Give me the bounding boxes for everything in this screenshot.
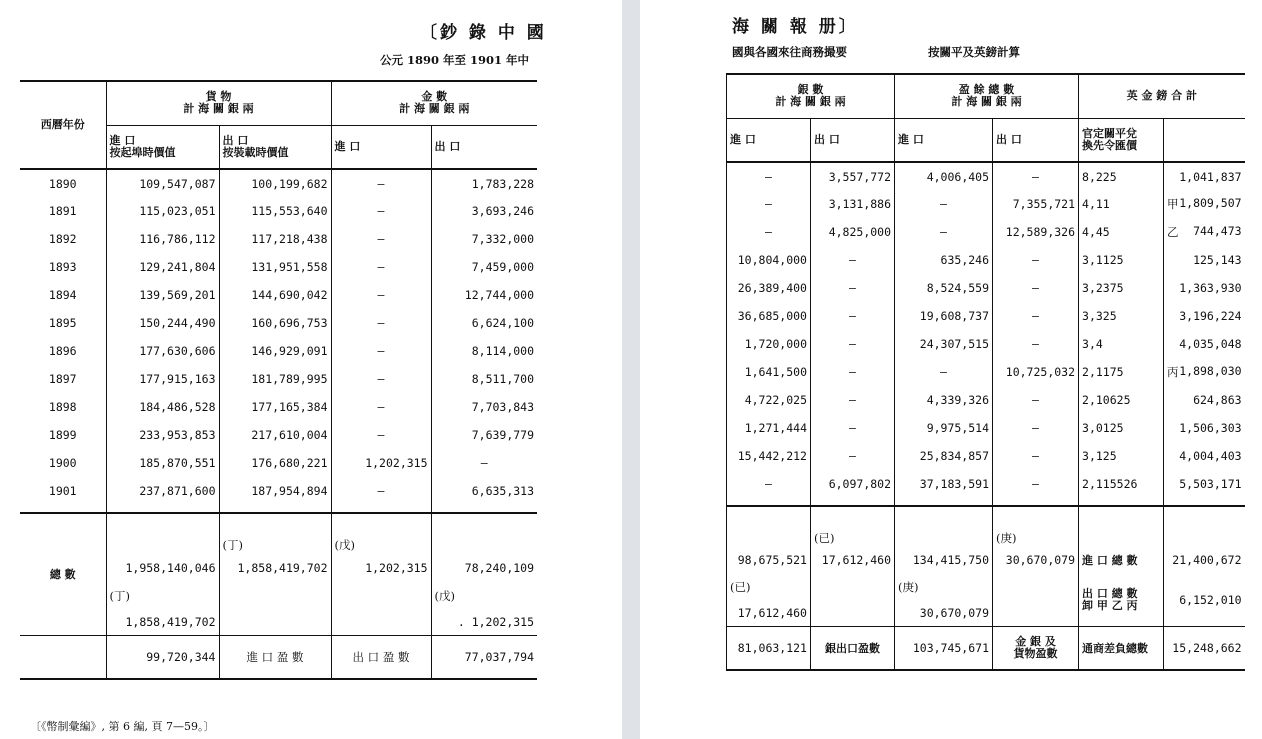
total-mark-ji: (已) [811, 506, 895, 546]
header-silver-import: 進 口 [727, 118, 811, 162]
surplus-imp-total: 134,415,750 [895, 546, 993, 574]
import-value: 150,244,490 [106, 309, 219, 337]
import-total-label: 進 口 總 數 [1079, 546, 1164, 574]
header-gold-group: 金 數 計 海 關 銀 兩 [331, 81, 537, 125]
sterling-amount: 1,041,837 [1179, 169, 1242, 184]
left-total-row-1 [20, 513, 537, 553]
right-data-row [727, 274, 1245, 302]
imp-less-mark: (丁) [106, 583, 219, 609]
total-mark-wu: (戊) [331, 513, 431, 553]
gold-exp-total: 78,240,109 [431, 553, 537, 583]
header-surplus-export: 出 口 [993, 118, 1079, 162]
surplus-less: 30,670,079 [895, 600, 993, 626]
sterling-mark: 乙 [1167, 225, 1179, 239]
silver-export-value: — [811, 358, 895, 386]
right-page [640, 0, 1262, 739]
sterling-value [1164, 302, 1245, 330]
right-data-row [727, 162, 1245, 190]
surplus-export-value: 7,355,721 [993, 190, 1079, 218]
gold-exp-balance: 77,037,794 [431, 635, 537, 679]
left-footnote: 〔《幣制彙編》, 第 6 編, 頁 7—59。〕 [30, 720, 215, 733]
surplus-export-value: — [993, 162, 1079, 190]
header-export: 出 口 按裝載時價值 [219, 125, 331, 169]
year-cell: 1892 [48, 232, 77, 246]
import-value: 139,569,201 [106, 281, 219, 309]
silver-export-value: — [811, 442, 895, 470]
silver-import-value: — [727, 470, 811, 498]
silver-export-value: 4,825,000 [811, 218, 895, 246]
sterling-amount: 1,363,930 [1179, 281, 1242, 295]
import-value: 177,630,606 [106, 337, 219, 365]
export-value: 115,553,640 [219, 197, 331, 225]
export-value: 181,789,995 [219, 365, 331, 393]
left-data-row [20, 337, 537, 365]
silver-import-value: 1,641,500 [727, 358, 811, 386]
surplus-balance: 103,745,671 [895, 626, 993, 670]
right-data-row [727, 386, 1245, 414]
gold-export-value: 7,459,000 [431, 253, 537, 281]
surplus-export-value: — [993, 274, 1079, 302]
silver-import-value: 15,442,212 [727, 442, 811, 470]
import-value: 109,547,087 [106, 169, 219, 197]
left-data-row [20, 477, 537, 505]
year-cell: 1901 [48, 484, 77, 498]
sterling-amount: 4,035,048 [1179, 337, 1242, 351]
gold-import-value: — [331, 169, 431, 197]
left-page-subtitle: 公元 1890 年至 1901 年中 [380, 53, 530, 67]
header-year: 西曆年份 [20, 81, 106, 169]
total-mark-ding: (丁) [219, 513, 331, 553]
sterling-mark: 丙 [1167, 365, 1179, 379]
silver-export-value: 3,557,772 [811, 162, 895, 190]
sterling-value [1164, 358, 1245, 386]
gold-import-value: — [331, 309, 431, 337]
surplus-import-value: 8,524,559 [895, 274, 993, 302]
left-header-row-1 [20, 81, 537, 125]
export-value: 146,929,091 [219, 337, 331, 365]
sterling-value [1164, 246, 1245, 274]
exchange-rate-value: 3,325 [1079, 302, 1164, 330]
gold-export-value: 3,693,246 [431, 197, 537, 225]
gold-import-value: — [331, 365, 431, 393]
year-cell: 1895 [48, 316, 77, 330]
surplus-export-value: 10,725,032 [993, 358, 1079, 386]
import-value: 177,915,163 [106, 365, 219, 393]
gold-import-value: — [331, 281, 431, 309]
gold-import-value: — [331, 225, 431, 253]
right-balance-row [727, 626, 1245, 670]
export-value: 117,218,438 [219, 225, 331, 253]
header-import: 進 口 按起埠時價值 [106, 125, 219, 169]
silver-import-value: 1,720,000 [727, 330, 811, 358]
gold-imp-balance-label: 出 口 盈 數 [331, 635, 431, 679]
export-value: 144,690,042 [219, 281, 331, 309]
surplus-export-value: — [993, 442, 1079, 470]
left-data-row [20, 449, 537, 477]
sterling-value [1164, 330, 1245, 358]
gold-import-value: — [331, 393, 431, 421]
silver-exp-total: 17,612,460 [811, 546, 895, 574]
year-cell: 1896 [48, 344, 77, 358]
right-data-row [727, 442, 1245, 470]
gold-export-value: 8,511,700 [431, 365, 537, 393]
export-total-label: 出 口 總 數 卸 甲 乙 丙 [1079, 574, 1164, 626]
exchange-rate-value: 2,115526 [1079, 470, 1164, 498]
imp-balance: 99,720,344 [106, 635, 219, 679]
header-sterling-group: 英 金 鎊 合 計 [1079, 74, 1245, 118]
silver-import-value: 36,685,000 [727, 302, 811, 330]
header-exchange-rate: 官定關平兌 換先令匯價 [1079, 118, 1164, 162]
surplus-less-mark: (庚) [895, 574, 993, 600]
year-cell: 1893 [48, 260, 77, 274]
surplus-import-value: 19,608,737 [895, 302, 993, 330]
total-label: 總 數 [49, 568, 76, 582]
import-value: 185,870,551 [106, 449, 219, 477]
right-data-row [727, 414, 1245, 442]
right-header-row-1 [727, 74, 1245, 118]
exp-balance-label: 進 口 盈 數 [219, 635, 331, 679]
surplus-import-value: — [895, 190, 993, 218]
deficit-value: 15,248,662 [1164, 626, 1245, 670]
right-total-row-1 [727, 506, 1245, 546]
right-data-row [727, 218, 1245, 246]
silver-export-value: — [811, 386, 895, 414]
left-data-row [20, 309, 537, 337]
exchange-rate-value: 3,0125 [1079, 414, 1164, 442]
surplus-import-value: 4,006,405 [895, 162, 993, 190]
header-surplus-import: 進 口 [895, 118, 993, 162]
surplus-import-value: 37,183,591 [895, 470, 993, 498]
left-data-row [20, 253, 537, 281]
gold-export-value: 8,114,000 [431, 337, 537, 365]
sterling-amount: 5,503,171 [1179, 477, 1242, 491]
silver-import-value: 1,271,444 [727, 414, 811, 442]
sterling-amount: 1,809,507 [1179, 196, 1242, 210]
exp-total: 1,858,419,702 [219, 553, 331, 583]
deficit-label: 通商差負總數 [1079, 626, 1164, 670]
header-silver-group: 銀 數 計 海 關 銀 兩 [727, 74, 895, 118]
export-value: 177,165,384 [219, 393, 331, 421]
sterling-value [1164, 162, 1245, 190]
exchange-rate-value: 8,225 [1079, 162, 1164, 190]
silver-balance-label: 銀出口盈數 [811, 626, 895, 670]
silver-export-value: — [811, 414, 895, 442]
gold-export-value: 12,744,000 [431, 281, 537, 309]
silver-import-value: — [727, 218, 811, 246]
right-trade-table [726, 73, 1245, 671]
sterling-value [1164, 470, 1245, 498]
header-goods-group: 貨 物 計 海 關 銀 兩 [106, 81, 331, 125]
surplus-import-value: 9,975,514 [895, 414, 993, 442]
right-data-row [727, 470, 1245, 498]
silver-export-value: — [811, 330, 895, 358]
sterling-amount: 624,863 [1193, 393, 1242, 407]
left-page [0, 0, 622, 739]
gexp-less: . 1,202,315 [431, 609, 537, 635]
right-data-row [727, 246, 1245, 274]
export-total-value: 6,152,010 [1164, 574, 1245, 626]
right-subtitle-right: 按關平及英鎊計算 [928, 45, 1020, 59]
sterling-value [1164, 218, 1245, 246]
left-trade-table [20, 80, 537, 680]
sterling-amount: 4,004,403 [1179, 449, 1242, 463]
left-data-row [20, 225, 537, 253]
silver-import-value: 10,804,000 [727, 246, 811, 274]
import-total-value: 21,400,672 [1164, 546, 1245, 574]
gold-import-value: — [331, 477, 431, 505]
sterling-mark: 甲 [1167, 197, 1179, 211]
gold-import-value: 1,202,315 [331, 449, 431, 477]
silver-export-value: — [811, 274, 895, 302]
sterling-value [1164, 190, 1245, 218]
exchange-rate-value: 2,10625 [1079, 386, 1164, 414]
surplus-export-value: — [993, 386, 1079, 414]
gold-export-value: — [431, 449, 537, 477]
gold-import-value: — [331, 421, 431, 449]
sterling-amount: 3,196,224 [1179, 309, 1242, 323]
left-data-row [20, 421, 537, 449]
surplus-export-value: 12,589,326 [993, 218, 1079, 246]
exchange-rate-value: 3,4 [1079, 330, 1164, 358]
right-total-row-2 [727, 546, 1245, 574]
left-data-row [20, 197, 537, 225]
right-header-row-2 [727, 118, 1245, 162]
sterling-amount: 125,143 [1193, 253, 1242, 267]
silver-import-value: — [727, 190, 811, 218]
gold-export-value: 7,332,000 [431, 225, 537, 253]
silver-less: 17,612,460 [727, 600, 811, 626]
sterling-amount: 1,506,303 [1179, 421, 1242, 435]
page-gutter [622, 0, 640, 739]
sterling-amount: 1,898,030 [1179, 364, 1242, 378]
gold-imp-total: 1,202,315 [331, 553, 431, 583]
left-data-row [20, 393, 537, 421]
import-value: 184,486,528 [106, 393, 219, 421]
export-value: 131,951,558 [219, 253, 331, 281]
surplus-import-value: 4,339,326 [895, 386, 993, 414]
silver-imp-total: 98,675,521 [727, 546, 811, 574]
silver-import-value: — [727, 162, 811, 190]
sterling-value [1164, 386, 1245, 414]
silver-export-value: — [811, 302, 895, 330]
right-data-row [727, 190, 1245, 218]
surplus-import-value: 24,307,515 [895, 330, 993, 358]
surplus-export-value: — [993, 302, 1079, 330]
gexp-less-mark: (戊) [431, 583, 537, 609]
silver-export-value: 6,097,802 [811, 470, 895, 498]
export-value: 187,954,894 [219, 477, 331, 505]
silver-less-mark: (已) [727, 574, 811, 600]
silver-export-value: — [811, 246, 895, 274]
left-spacer-row [20, 505, 537, 513]
imp-less: 1,858,419,702 [106, 609, 219, 635]
right-total-row-3 [727, 574, 1245, 600]
gold-import-value: — [331, 337, 431, 365]
imp-total: 1,958,140,046 [106, 553, 219, 583]
header-gold-import: 進 口 [331, 125, 431, 169]
gold-import-value: — [331, 197, 431, 225]
year-cell: 1897 [48, 372, 77, 386]
gold-import-value: — [331, 253, 431, 281]
exchange-rate-value: 3,2375 [1079, 274, 1164, 302]
surplus-export-value: — [993, 470, 1079, 498]
exchange-rate-value: 4,45 [1079, 218, 1164, 246]
import-value: 116,786,112 [106, 225, 219, 253]
right-data-row [727, 302, 1245, 330]
surplus-export-value: — [993, 246, 1079, 274]
gold-export-value: 6,635,313 [431, 477, 537, 505]
sterling-value [1164, 414, 1245, 442]
surplus-export-value: — [993, 330, 1079, 358]
right-spacer-row [727, 498, 1245, 506]
exchange-rate-value: 2,1175 [1079, 358, 1164, 386]
header-gold-export: 出 口 [431, 125, 537, 169]
sterling-value [1164, 442, 1245, 470]
surplus-import-value: — [895, 218, 993, 246]
gold-export-value: 7,639,779 [431, 421, 537, 449]
export-value: 176,680,221 [219, 449, 331, 477]
gold-export-value: 1,783,228 [431, 169, 537, 197]
year-cell: 1894 [48, 288, 77, 302]
import-value: 115,023,051 [106, 197, 219, 225]
left-balance-row [20, 635, 537, 679]
right-data-row [727, 330, 1245, 358]
import-value: 129,241,804 [106, 253, 219, 281]
year-cell: 1891 [48, 204, 77, 218]
right-data-row [727, 358, 1245, 386]
header-silver-export: 出 口 [811, 118, 895, 162]
sterling-value [1164, 274, 1245, 302]
surplus-import-value: — [895, 358, 993, 386]
header-surplus-group: 盈 餘 總 數 計 海 關 銀 兩 [895, 74, 1079, 118]
exchange-rate-value: 4,11 [1079, 190, 1164, 218]
surplus-import-value: 25,834,857 [895, 442, 993, 470]
export-value: 217,610,004 [219, 421, 331, 449]
year-cell: 1898 [48, 400, 77, 414]
silver-import-value: 26,389,400 [727, 274, 811, 302]
exchange-rate-value: 3,125 [1079, 442, 1164, 470]
gold-export-value: 7,703,843 [431, 393, 537, 421]
surplus-exp-total: 30,670,079 [993, 546, 1079, 574]
gold-export-value: 6,624,100 [431, 309, 537, 337]
right-subtitle-left: 國與各國來往商務撮要 [732, 45, 847, 59]
export-value: 160,696,753 [219, 309, 331, 337]
left-data-row [20, 169, 537, 197]
surplus-import-value: 635,246 [895, 246, 993, 274]
exchange-rate-value: 3,1125 [1079, 246, 1164, 274]
export-value: 100,199,682 [219, 169, 331, 197]
import-value: 237,871,600 [106, 477, 219, 505]
year-cell: 1899 [48, 428, 77, 442]
surplus-balance-label: 金 銀 及 貨物盈數 [993, 626, 1079, 670]
year-cell: 1890 [48, 176, 77, 191]
total-mark-geng: (庚) [993, 506, 1079, 546]
silver-balance: 81,063,121 [727, 626, 811, 670]
surplus-export-value: — [993, 414, 1079, 442]
silver-export-value: 3,131,886 [811, 190, 895, 218]
silver-import-value: 4,722,025 [727, 386, 811, 414]
left-data-row [20, 281, 537, 309]
year-cell: 1900 [48, 456, 77, 470]
left-data-row [20, 365, 537, 393]
import-value: 233,953,853 [106, 421, 219, 449]
sterling-amount: 744,473 [1193, 224, 1242, 238]
right-page-title: 海 關 報 册〕 [732, 17, 859, 37]
left-page-title: 〔鈔 錄 中 國 [420, 23, 547, 43]
